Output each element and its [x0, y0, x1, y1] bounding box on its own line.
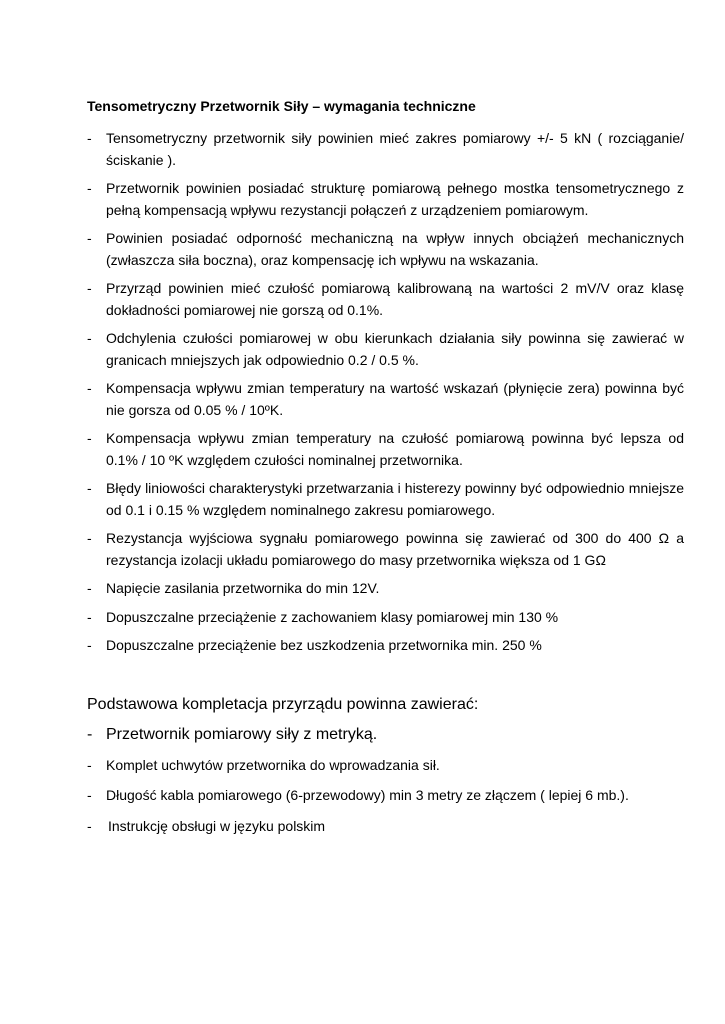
list-item [87, 128, 684, 171]
list-item-text: Dopuszczalne przeciążenie bez uszkodzenia przetwornika min. 250 % [106, 637, 542, 653]
list-item [87, 278, 684, 321]
list-item-text: Odchylenia czułości pomiarowej w obu kierunkach działania siły powinna się zawierać w granicach mniejszych jak odpowiednio 0.2 / 0.5 %. [106, 330, 684, 368]
list-item-text: Napięcie zasilania przetwornika do min 12V. [106, 580, 380, 596]
list-item-text: Długość kabla pomiarowego (6-przewodowy) min 3 metry ze złączem ( lepiej 6 mb.). [106, 787, 629, 803]
list-item [87, 178, 684, 221]
list-item [87, 635, 684, 657]
bullet-dash: - [87, 380, 92, 396]
section-title-requirements: Tensometryczny Przetwornik Siły – wymagania techniczne [87, 98, 476, 114]
list-item [87, 607, 684, 629]
list-item-text: Tensometryczny przetwornik siły powinien mieć zakres pomiarowy +/- 5 kN ( rozciąganie/ ściskanie ). [106, 130, 684, 168]
list-item [87, 428, 684, 471]
bullet-dash: - [87, 280, 92, 296]
bullet-dash: - [87, 480, 92, 496]
bullet-dash: - [87, 787, 92, 803]
bullet-dash: - [87, 608, 92, 625]
bullet-dash: - [87, 230, 92, 246]
list-item [87, 578, 684, 600]
list-item [87, 378, 684, 421]
list-item [87, 328, 684, 371]
list-item-text: Komplet uchwytów przetwornika do wprowadzania sił. [106, 757, 440, 773]
list-item-text: Kompensacja wpływu zmian temperatury na czułość pomiarową powinna być lepsza od 0.1% / 10 ºK względem czułości nominalnej przetwornika. [106, 430, 684, 468]
list-item-text: Rezystancja wyjściowa sygnału pomiarowego powinna się zawierać od 300 do 400 Ω a rezystancja izolacji układu pomiarowego do masy przetwornika większa od 1 GΩ [106, 530, 684, 568]
bullet-dash: - [87, 757, 92, 773]
bullet-dash: - [87, 430, 92, 446]
bullet-dash: - [87, 180, 92, 196]
list-item-text: Przetwornik pomiarowy siły z metryką. [106, 726, 378, 743]
bullet-dash: - [87, 580, 92, 596]
list-item [87, 228, 684, 271]
section-title-kit: Podstawowa kompletacja przyrządu powinna zawierać: [87, 696, 479, 713]
list-item-text: Dopuszczalne przeciążenie z zachowaniem klasy pomiarowej min 130 % [106, 608, 559, 625]
bullet-dash: - [87, 330, 92, 346]
list-item-text: Instrukcję obsługi w języku polskim [108, 818, 326, 834]
bullet-dash: - [87, 726, 93, 743]
list-item [87, 478, 684, 521]
bullet-dash: - [87, 637, 92, 653]
bullet-dash: - [87, 130, 92, 146]
list-item-text: Powinien posiadać odporność mechaniczną na wpływ innych obciążeń mechanicznych (zwłaszcza siła boczna), oraz kompensację ich wpływu na wskazania. [106, 230, 684, 268]
requirements-list [87, 128, 684, 664]
list-item-text: Przyrząd powinien mieć czułość pomiarową kalibrowaną na wartości 2 mV/V oraz klasę dokładności pomiarowej nie gorszą od 0.1%. [106, 280, 684, 318]
bullet-dash: - [87, 530, 92, 546]
list-item-text: Błędy liniowości charakterystyki przetwarzania i histerezy powinny być odpowiednio mniejsze od 0.1 i 0.15 % względem nominalnego zakresu pomiarowego. [106, 480, 684, 518]
list-item [87, 528, 684, 571]
list-item-text: Kompensacja wpływu zmian temperatury na wartość wskazań (płynięcie zera) powinna być nie gorsza od 0.05 % / 10ºK. [106, 380, 684, 418]
list-item-text: Przetwornik powinien posiadać strukturę pomiarową pełnego mostka tensometrycznego z pełną kompensacją wpływu rezystancji połączeń z urządzeniem pomiarowym. [106, 180, 684, 218]
bullet-dash: - [87, 818, 92, 834]
